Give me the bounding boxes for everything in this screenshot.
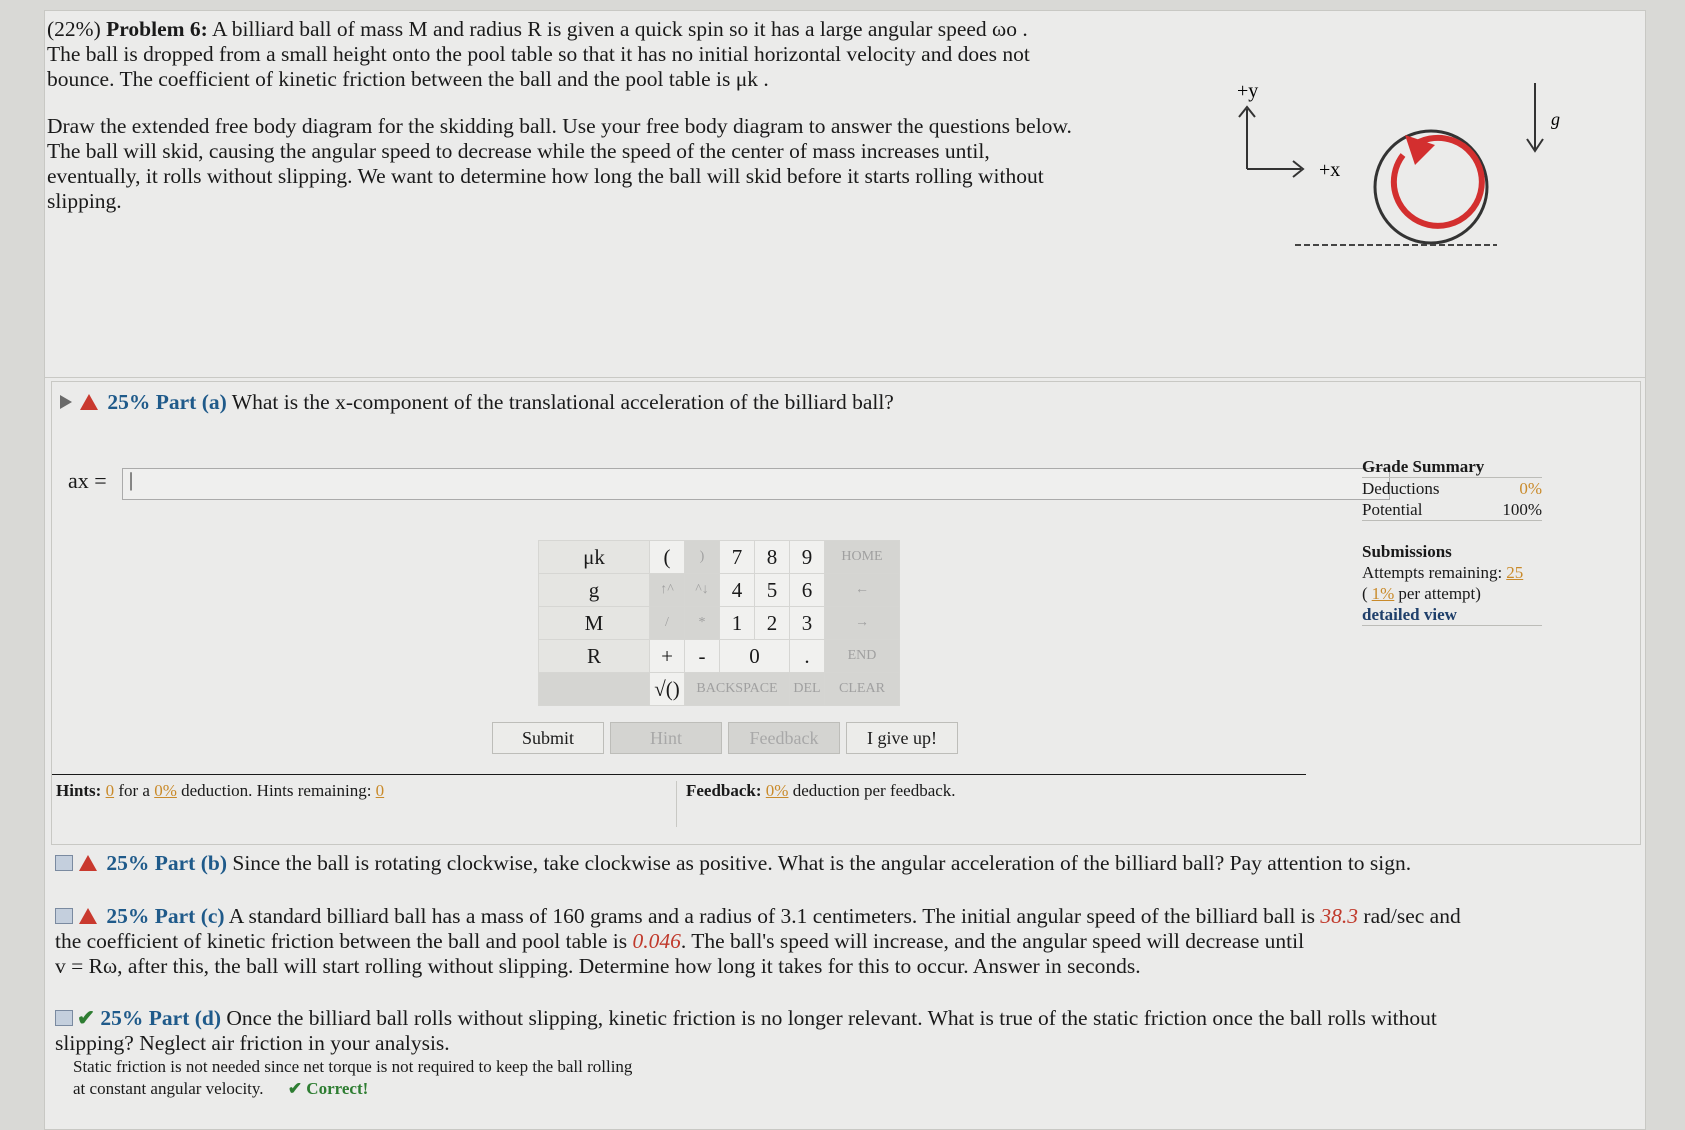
problem-line-3: bounce. The coefficient of kinetic friction between the ball and the pool table is μk . (47, 67, 769, 91)
key-1[interactable]: 1 (720, 607, 755, 640)
answer-input[interactable]: | (122, 468, 1390, 500)
part-c-text-2b: . The ball's speed will increase, and the angular speed will decrease until (680, 929, 1305, 953)
key-6[interactable]: 6 (790, 574, 825, 607)
part-a-question: What is the x-component of the translational acceleration of the billiard ball? (231, 390, 894, 414)
part-d-label: Part (d) (148, 1006, 222, 1030)
ball-diagram (1237, 73, 1565, 273)
submissions-title: Submissions (1362, 542, 1452, 561)
feedback-button[interactable]: Feedback (728, 722, 840, 754)
part-a-percent: 25% (107, 390, 151, 414)
key-decimal[interactable]: . (790, 640, 825, 673)
collapse-icon[interactable] (55, 908, 73, 924)
problem-para2-2: The ball will skid, causing the angular speed to decrease while the speed of the center of mass increases until, (47, 139, 990, 163)
correct-label: ✔ Correct! (287, 1079, 369, 1098)
feedback-label: Feedback: (686, 781, 762, 800)
part-c-text-3: v = Rω, after this, the ball will start rolling without slipping. Determine how long it takes for this to occur. Answer in seconds. (55, 954, 1141, 978)
collapse-icon[interactable] (55, 1010, 73, 1026)
part-c-label: Part (c) (154, 904, 225, 928)
key-close-paren[interactable]: ) (685, 541, 720, 574)
gravity-arrow-icon (1527, 83, 1543, 151)
warning-icon (79, 855, 97, 871)
key-m[interactable]: M (539, 607, 650, 640)
problem-page (44, 10, 1646, 1130)
attempts-label: Attempts remaining: (1362, 563, 1503, 582)
problem-percent: (22%) (47, 17, 101, 41)
part-c-text-2: the coefficient of kinetic friction between the ball and pool table is (55, 929, 628, 953)
detailed-view-link[interactable]: detailed view (1362, 605, 1457, 624)
hints-bar (52, 774, 1306, 829)
key-0[interactable]: 0 (720, 640, 790, 673)
key-home[interactable]: HOME (825, 541, 900, 574)
key-subscript[interactable]: ^↓ (685, 574, 720, 607)
hints-label: Hints: (56, 781, 102, 800)
axes-icon (1239, 107, 1303, 177)
per-attempt-open: ( (1362, 584, 1368, 603)
part-c-text-1: A standard billiard ball has a mass of 160 grams and a radius of 3.1 centimeters. The initial angular speed of the billiard ball is (228, 904, 1316, 928)
hints-count: 0 (105, 781, 115, 800)
key-multiply[interactable]: * (685, 607, 720, 640)
hints-remaining: 0 (375, 781, 385, 800)
key-minus[interactable]: - (685, 640, 720, 673)
key-2[interactable]: 2 (755, 607, 790, 640)
part-d-percent: 25% (100, 1006, 144, 1030)
part-b (55, 851, 1525, 876)
per-attempt-rest: per attempt) (1398, 584, 1481, 603)
equation-keypad (538, 540, 900, 706)
grade-summary-title: Grade Summary (1362, 457, 1485, 476)
plus-x-label: +x (1319, 159, 1341, 181)
key-open-paren[interactable]: ( (650, 541, 685, 574)
deductions-label: Deductions (1362, 479, 1440, 498)
part-c-mu: 0.046 (632, 929, 681, 953)
key-sqrt[interactable]: √() (650, 673, 685, 706)
part-b-percent: 25% (106, 851, 150, 875)
hints-percent: 0% (154, 781, 177, 800)
check-icon: ✔ (77, 1006, 96, 1030)
key-del[interactable]: DEL (790, 673, 825, 706)
key-right-arrow[interactable]: → (825, 607, 900, 640)
key-mu-k[interactable]: μk (539, 541, 650, 574)
problem-statement (45, 11, 1645, 378)
part-a-panel (51, 381, 1641, 845)
key-end[interactable]: END (825, 640, 900, 673)
part-d-answer-2: at constant angular velocity. (73, 1079, 264, 1098)
hint-button[interactable]: Hint (610, 722, 722, 754)
part-d-answer-1: Static friction is not needed since net torque is not required to keep the ball rolling (73, 1057, 633, 1076)
part-c-text-1b: rad/sec and (1363, 904, 1461, 928)
key-4[interactable]: 4 (720, 574, 755, 607)
part-c (55, 904, 1525, 979)
per-attempt-pct: 1% (1371, 584, 1395, 603)
submit-button[interactable]: Submit (492, 722, 604, 754)
problem-line-1: A billiard ball of mass M and radius R is given a quick spin so it has a large angular speed ωo . (212, 17, 1028, 41)
grade-summary (1362, 456, 1542, 626)
key-7[interactable]: 7 (720, 541, 755, 574)
collapse-icon[interactable] (55, 855, 73, 871)
give-up-button[interactable]: I give up! (846, 722, 958, 754)
part-d (55, 1006, 1525, 1100)
key-8[interactable]: 8 (755, 541, 790, 574)
problem-para2-3: eventually, it rolls without slipping. We want to determine how long the ball will skid before it starts rolling without (47, 164, 1044, 188)
key-left-arrow[interactable]: ← (825, 574, 900, 607)
part-b-text: Since the ball is rotating clockwise, take clockwise as positive. What is the angular acceleration of the billiard ball? Pay attention to sign. (232, 851, 1412, 875)
warning-icon (80, 394, 98, 410)
key-clear[interactable]: CLEAR (825, 673, 900, 706)
problem-para2-4: slipping. (47, 189, 122, 213)
key-g[interactable]: g (539, 574, 650, 607)
attempts-value: 25 (1506, 563, 1524, 582)
key-3[interactable]: 3 (790, 607, 825, 640)
problem-para2-1: Draw the extended free body diagram for the skidding ball. Use your free body diagram to answer the questions below. (47, 114, 1072, 138)
part-d-text-2: slipping? Neglect air friction in your analysis. (55, 1031, 450, 1055)
key-9[interactable]: 9 (790, 541, 825, 574)
key-plus[interactable]: + (650, 640, 685, 673)
key-divide[interactable]: / (650, 607, 685, 640)
plus-y-label: +y (1237, 80, 1259, 102)
potential-value: 100% (1502, 500, 1542, 519)
spin-arrow-icon (1394, 138, 1482, 226)
part-b-label: Part (b) (154, 851, 227, 875)
hints-deduction-text: deduction. Hints remaining: (181, 781, 372, 800)
warning-icon (79, 908, 97, 924)
deductions-value: 0% (1519, 479, 1542, 498)
feedback-percent: 0% (765, 781, 789, 800)
key-superscript[interactable]: ↑^ (650, 574, 685, 607)
potential-label: Potential (1362, 500, 1423, 519)
feedback-text: deduction per feedback. (792, 781, 956, 800)
key-5[interactable]: 5 (755, 574, 790, 607)
gravity-label: g (1551, 109, 1560, 129)
part-c-omega: 38.3 (1320, 904, 1359, 928)
part-c-percent: 25% (106, 904, 150, 928)
key-backspace[interactable]: BACKSPACE (685, 673, 790, 706)
hints-for-a: for a (118, 781, 150, 800)
key-blank (539, 673, 650, 706)
expand-arrow-icon[interactable] (60, 395, 72, 409)
part-d-text-1: Once the billiard ball rolls without slipping, kinetic friction is no longer relevant. What is true of the static friction once the ball rolls without (226, 1006, 1437, 1030)
problem-line-2: The ball is dropped from a small height onto the pool table so that it has no initial horizontal velocity and does not (47, 42, 1030, 66)
problem-title: Problem 6: (106, 17, 208, 41)
part-a-label: Part (a) (155, 390, 227, 414)
key-r[interactable]: R (539, 640, 650, 673)
answer-label: ax = (68, 468, 107, 493)
